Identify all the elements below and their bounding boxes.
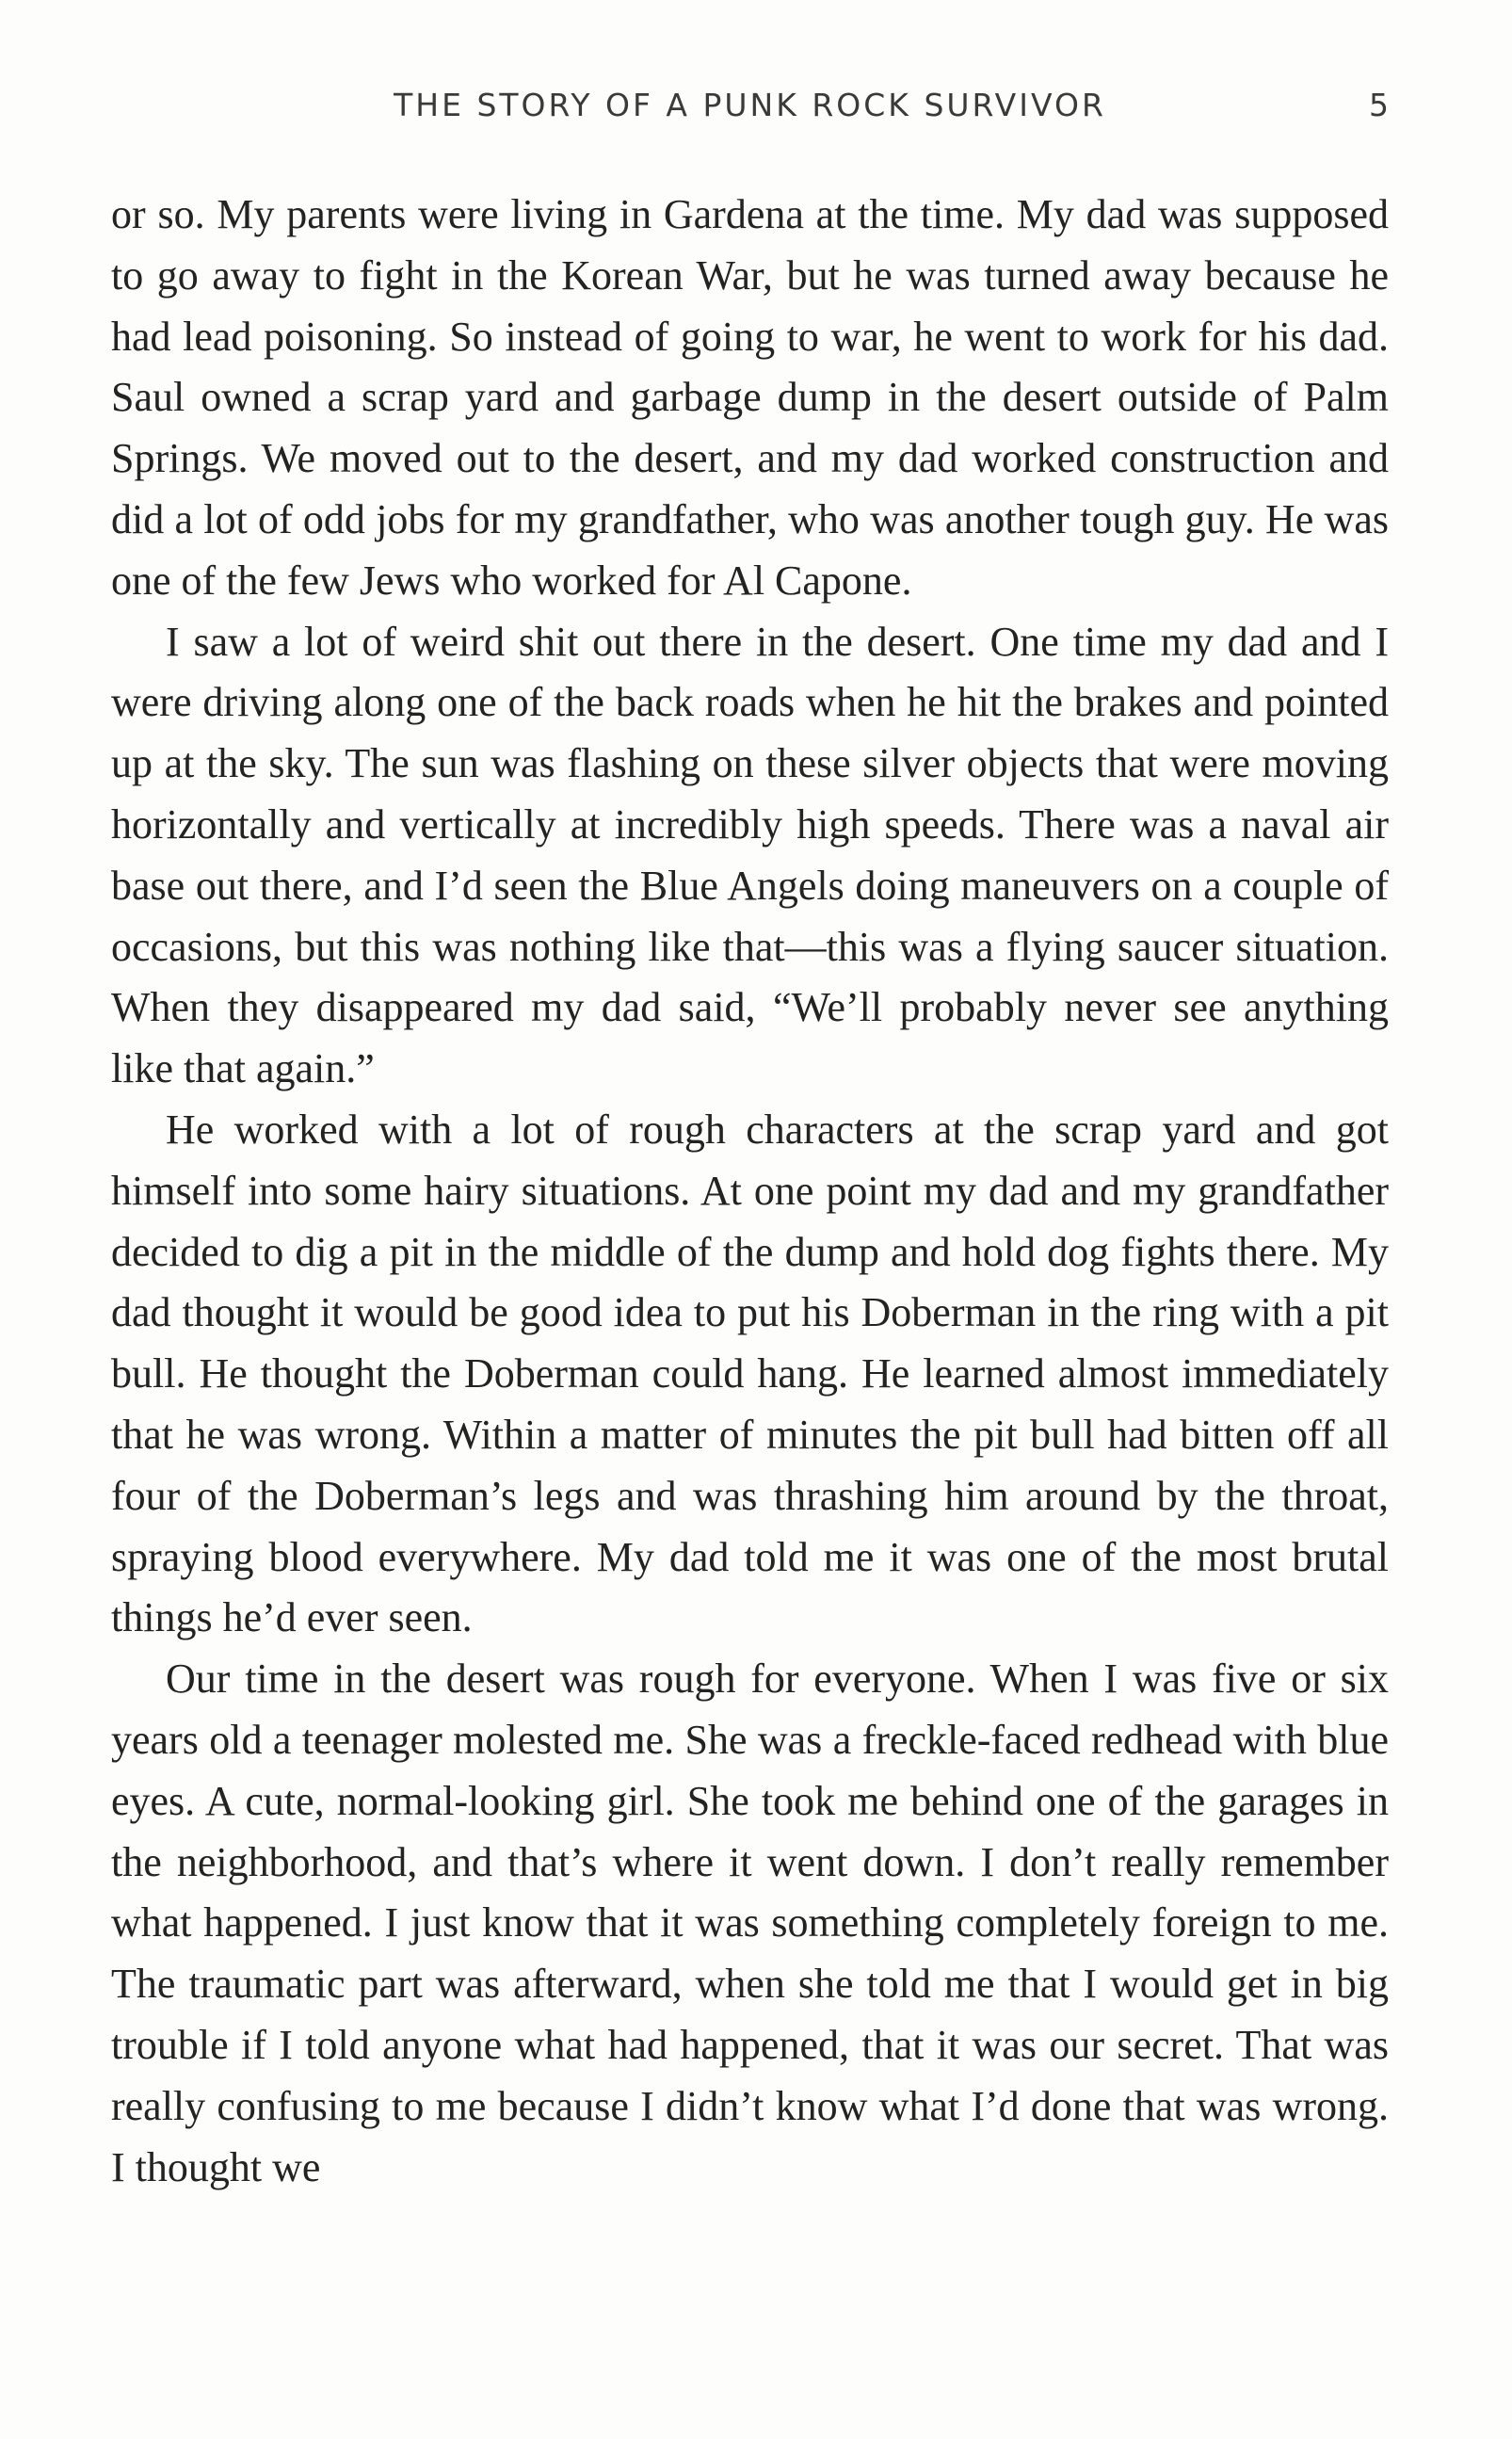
page-number: 5 xyxy=(1369,87,1389,123)
paragraph: Our time in the desert was rough for everyone. When I was five or six years old a teenager molested me. She was a freckle-faced redhead with blue eyes. A cute, normal-looking girl. She took me behind one of the garages in the neighborhood, and that’s where it went down. I don’t really remember what happened. I just know that it was something completely foreign to me. The traumatic part was afterward, when she told me that I would get in big trouble if I told anyone what had happened, that it was our secret. That was really confusing to me because I didn’t know what I’d done that was wrong. I thought we xyxy=(111,1656,1389,2190)
paragraph: He worked with a lot of rough characters at the scrap yard and got himself into some hairy situations. At one point my dad and my grandfather decided to dig a pit in the middle of the dump and hold dog fights there. My dad thought it would be good idea to put his Doberman in the ring with a pit bull. He thought the Doberman could hang. He learned almost immediately that he was wrong. Within a matter of minutes the pit bull had bitten off all four of the Doberman’s legs and was thrashing him around by the throat, spraying blood everywhere. My dad told me it was one of the most brutal things he’d ever seen. xyxy=(111,1106,1389,1641)
paragraph: or so. My parents were living in Gardena at the time. My dad was supposed to go away to fight in the Korean War, but he was turned away because he had lead poisoning. So instead of going to war, he went to work for his dad. Saul owned a scrap yard and garbage dump in the desert outside of Palm Springs. We moved out to the desert, and my dad worked construction and did a lot of odd jobs for my grandfather, who was another tough guy. He was one of the few Jews who worked for Al Capone. xyxy=(111,191,1389,604)
running-title: THE STORY OF A PUNK ROCK SURVIVOR xyxy=(394,87,1106,123)
paragraph: I saw a lot of weird shit out there in the desert. One time my dad and I were driving along one of the back roads when he hit the brakes and pointed up at the sky. The sun was flashing on these silver objects that were moving horizontally and vertically at incredibly high speeds. There was a naval air base out there, and I’d seen the Blue Angels doing maneuvers on a couple of occasions, but this was nothing like that—this was a flying saucer situation. When they disappeared my dad said, “We’ll probably never see anything like that again.” xyxy=(111,618,1389,1092)
running-head xyxy=(111,87,1389,134)
body-text xyxy=(111,185,1389,2198)
